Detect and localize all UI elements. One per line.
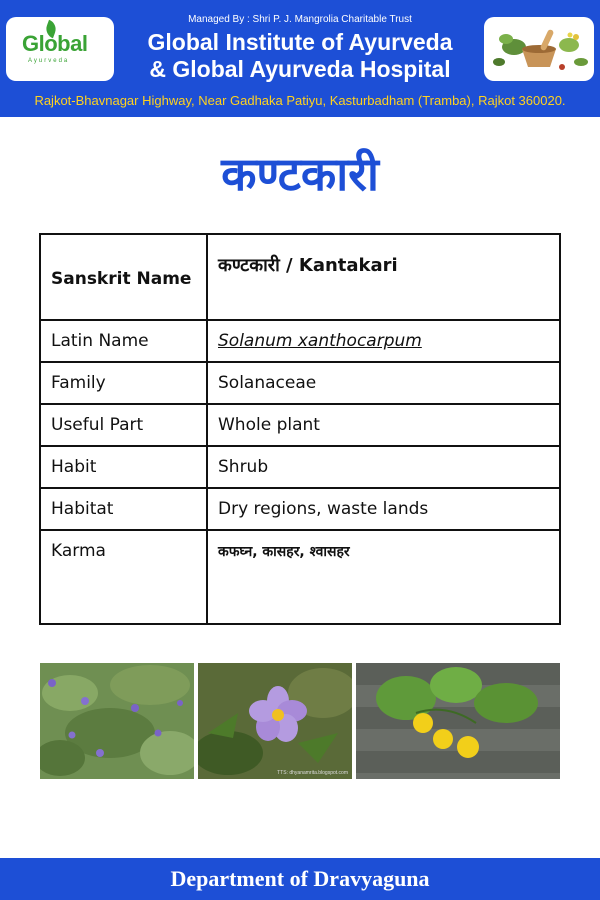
address-bar: Rajkot-Bhavnagar Highway, Near Gadhaka Patiyu, Kasturbadham (Tramba), Rajkot 360020. [34, 93, 566, 108]
useful-part-value: Whole plant [207, 404, 560, 446]
latin-name-value: Solanum xanthocarpum [218, 331, 422, 351]
useful-part-label: Useful Part [40, 404, 207, 446]
flower-photo [198, 663, 352, 779]
page-title: कण्टकारी [221, 147, 379, 201]
institute-title: Global Institute of Ayurveda [147, 29, 453, 55]
habit-value: Shrub [207, 446, 560, 488]
logo [6, 17, 114, 81]
hospital-title: & Global Ayurveda Hospital [149, 56, 451, 82]
latin-name-cell [207, 320, 560, 362]
habit-label: Habit [40, 446, 207, 488]
plant-photo [40, 663, 194, 779]
logo-text: Global [22, 31, 88, 56]
photo-strip [40, 663, 560, 779]
table-row-family [40, 362, 560, 404]
department-text: Department of Dravyaguna [170, 866, 430, 891]
footer-banner [0, 858, 600, 900]
table-row-latin [40, 320, 560, 362]
fruit-photo [356, 663, 560, 779]
logo-subtext: Ayurveda [28, 58, 70, 64]
table-row-sanskrit [40, 234, 560, 320]
table-row-habit [40, 446, 560, 488]
karma-value: कफघ्न, कासहर, श्वासहर [218, 544, 350, 560]
mortar-pestle-herbs-icon [484, 17, 594, 81]
sanskrit-name-value: कण्टकारी / Kantakari [207, 234, 560, 320]
table-row-habitat [40, 488, 560, 530]
habitat-value: Dry regions, waste lands [207, 488, 560, 530]
table-row-useful-part [40, 404, 560, 446]
karma-label: Karma [40, 530, 207, 624]
family-label: Family [40, 362, 207, 404]
karma-cell [207, 530, 560, 624]
header-banner [0, 0, 600, 117]
family-value: Solanaceae [207, 362, 560, 404]
herb-info-table [39, 233, 561, 625]
managed-by-text: Managed By : Shri P. J. Mangrolia Charitable Trust [188, 14, 412, 25]
table-row-karma [40, 530, 560, 624]
photo-watermark: TTS: dhyanamrita.blogspot.com [277, 770, 348, 776]
latin-name-label: Latin Name [40, 320, 207, 362]
habitat-label: Habitat [40, 488, 207, 530]
sanskrit-name-label: Sanskrit Name [40, 234, 207, 320]
